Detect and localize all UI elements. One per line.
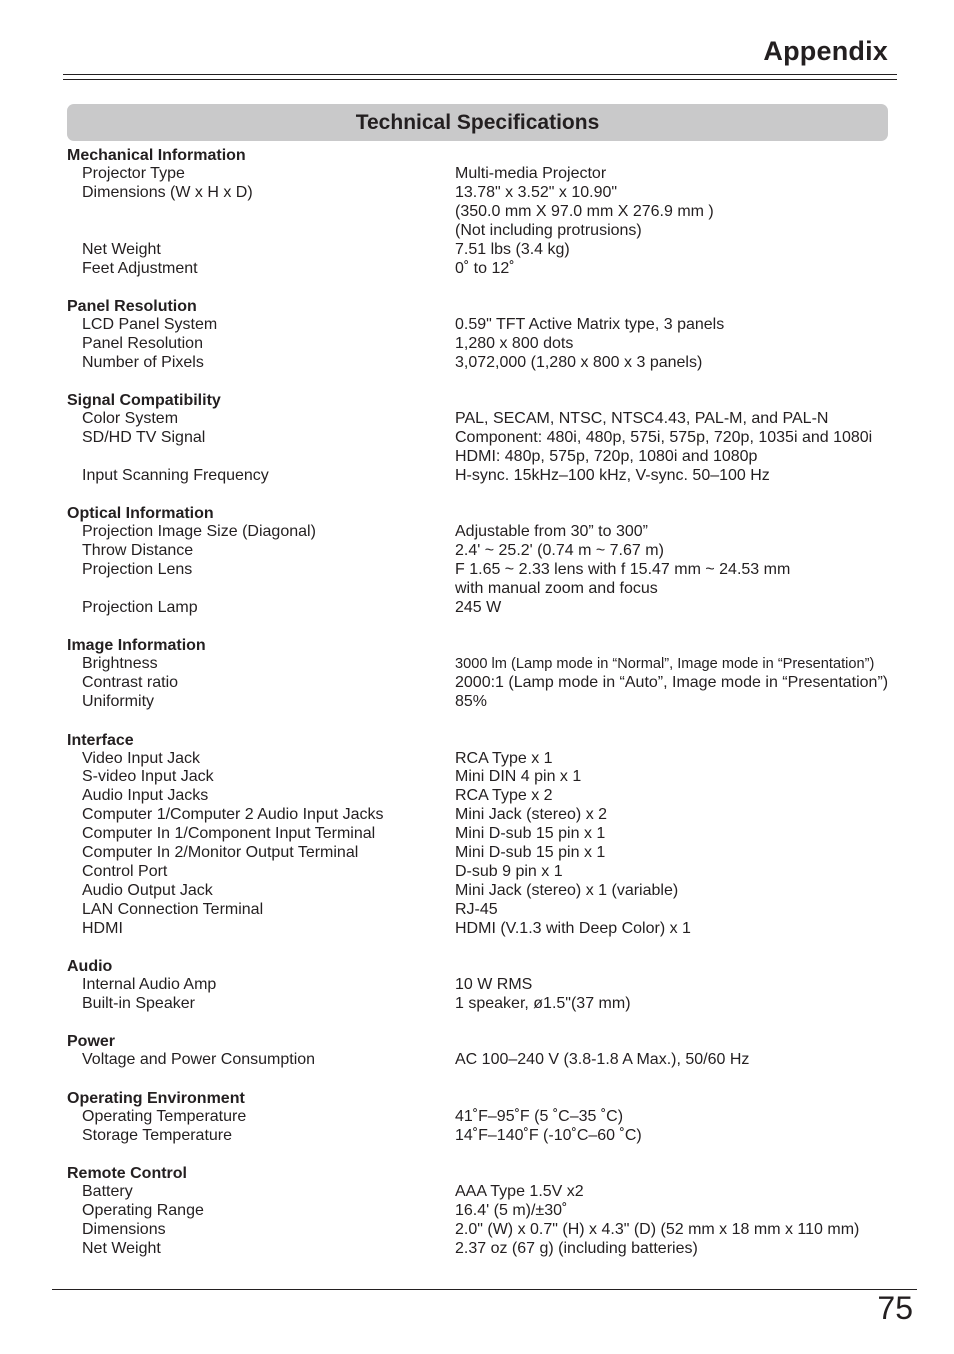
spec-label: Projection Image Size (Diagonal): [82, 523, 316, 541]
spec-value: HDMI (V.1.3 with Deep Color) x 1: [455, 919, 691, 937]
spec-label: Dimensions (W x H x D): [82, 183, 253, 201]
spec-label: LAN Connection Terminal: [82, 900, 264, 918]
spec-values: [455, 429, 907, 467]
section-banner: [67, 104, 888, 141]
spec-values: [455, 335, 907, 354]
spec-value: 0.59" TFT Active Matrix type, 3 panels: [455, 315, 725, 333]
spec-values: [455, 1127, 907, 1146]
spec-value: RJ-45: [455, 900, 498, 918]
spec-group-title: Optical Information: [67, 505, 214, 523]
spec-label: Video Input Jack: [82, 749, 201, 767]
spec-value: Multi-media Projector: [455, 165, 607, 182]
spec-row: [67, 599, 907, 618]
page-number: 75: [877, 1290, 913, 1326]
spec-group: [67, 636, 907, 712]
spec-values: [455, 844, 907, 863]
header-rule-bottom: [63, 79, 897, 80]
spec-values: [455, 863, 907, 882]
spec-values: [455, 542, 907, 561]
spec-row: [67, 674, 907, 693]
spec-group-title: Remote Control: [67, 1165, 187, 1183]
spec-value: H-sync. 15kHz–100 kHz, V-sync. 50–100 Hz: [455, 466, 770, 484]
spec-values: [455, 655, 907, 674]
spec-row: [67, 523, 907, 542]
spec-row: [67, 750, 907, 769]
spec-label: LCD Panel System: [82, 315, 218, 333]
spec-row: [67, 882, 907, 901]
spec-label: Audio Output Jack: [82, 881, 213, 899]
spec-row: [67, 920, 907, 939]
spec-value: HDMI: 480p, 575p, 720p, 1080i and 1080p: [455, 447, 758, 465]
spec-row: [67, 467, 907, 486]
spec-values: [455, 768, 907, 787]
spec-value: 3000 lm (Lamp mode in “Normal”, Image mode in “Presentation”): [455, 656, 875, 673]
spec-label: Net Weight: [82, 240, 161, 258]
spec-label: Number of Pixels: [82, 353, 204, 371]
spec-row: [67, 995, 907, 1014]
spec-values: [455, 1221, 907, 1240]
footer-rule: [52, 1289, 917, 1290]
spec-values: [455, 523, 907, 542]
spec-label: Projector Type: [82, 165, 185, 182]
spec-values: [455, 787, 907, 806]
spec-label: Feet Adjustment: [82, 259, 198, 277]
spec-label: Voltage and Power Consumption: [82, 1051, 316, 1069]
spec-row: [67, 976, 907, 995]
spec-row: [67, 787, 907, 806]
spec-value: D-sub 9 pin x 1: [455, 862, 563, 880]
spec-list: [67, 146, 907, 1277]
spec-values: [455, 750, 907, 769]
spec-label: Storage Temperature: [82, 1126, 233, 1144]
spec-values: [455, 920, 907, 939]
spec-values: [455, 806, 907, 825]
spec-value: 2.0" (W) x 0.7" (H) x 4.3" (D) (52 mm x 18 mm x 110 mm): [455, 1220, 860, 1238]
spec-label: Computer 1/Computer 2 Audio Input Jacks: [82, 806, 384, 824]
spec-value: 85%: [455, 693, 488, 711]
spec-values: [455, 1108, 907, 1127]
spec-label: SD/HD TV Signal: [82, 429, 206, 447]
spec-value: 1,280 x 800 dots: [455, 334, 574, 352]
spec-group: [67, 957, 907, 1014]
spec-value: 2.37 oz (67 g) (including batteries): [455, 1239, 698, 1257]
spec-group: [67, 1164, 907, 1259]
spec-values: [455, 882, 907, 901]
spec-values: [455, 901, 907, 920]
spec-row: [67, 901, 907, 920]
spec-label: Throw Distance: [82, 542, 194, 560]
spec-value: F 1.65 ~ 2.33 lens with f 15.47 mm ~ 24.53 mm: [455, 561, 791, 579]
spec-value: Mini D-sub 15 pin x 1: [455, 825, 606, 843]
spec-value: 1 speaker, ø1.5"(37 mm): [455, 995, 631, 1012]
spec-value: 3,072,000 (1,280 x 800 x 3 panels): [455, 353, 703, 371]
spec-row: [67, 335, 907, 354]
spec-group-title: Operating Environment: [67, 1089, 245, 1107]
spec-row: [67, 1202, 907, 1221]
spec-row: [67, 863, 907, 882]
spec-values: [455, 1240, 907, 1259]
spec-values: [455, 1202, 907, 1221]
spec-values: [455, 1183, 907, 1202]
spec-label: Built-in Speaker: [82, 995, 195, 1012]
spec-label: S-video Input Jack: [82, 768, 214, 786]
spec-label: Operating Temperature: [82, 1107, 247, 1125]
spec-values: [455, 354, 907, 373]
spec-value: AAA Type 1.5V x2: [455, 1183, 584, 1201]
spec-values: [455, 410, 907, 429]
spec-value: PAL, SECAM, NTSC, NTSC4.43, PAL-M, and PAL-N: [455, 410, 829, 428]
spec-value: 7.51 lbs (3.4 kg): [455, 240, 570, 258]
spec-row: [67, 429, 907, 467]
spec-row: [67, 844, 907, 863]
spec-row: [67, 354, 907, 373]
spec-group: [67, 504, 907, 618]
spec-group: [67, 297, 907, 373]
spec-values: [455, 260, 907, 279]
spec-value: 2.4' ~ 25.2' (0.74 m ~ 7.67 m): [455, 542, 664, 560]
spec-row: [67, 1240, 907, 1259]
spec-row: [67, 561, 907, 599]
spec-value: Mini DIN 4 pin x 1: [455, 768, 582, 786]
spec-value: RCA Type x 1: [455, 749, 553, 767]
spec-group-title: Interface: [67, 731, 134, 749]
spec-value: 13.78" x 3.52" x 10.90": [455, 183, 618, 201]
spec-group-title: Panel Resolution: [67, 297, 197, 315]
spec-row: [67, 542, 907, 561]
spec-group: [67, 1032, 907, 1070]
spec-values: [455, 1051, 907, 1070]
spec-group: [67, 391, 907, 486]
spec-label: Projection Lamp: [82, 598, 198, 616]
spec-row: [67, 1221, 907, 1240]
spec-label: Internal Audio Amp: [82, 976, 217, 994]
spec-value: Mini D-sub 15 pin x 1: [455, 844, 606, 862]
spec-value: Mini Jack (stereo) x 2: [455, 806, 608, 824]
spec-values: [455, 467, 907, 486]
spec-row: [67, 184, 907, 241]
spec-row: [67, 693, 907, 712]
spec-value: 0˚ to 12˚: [455, 259, 515, 277]
spec-values: [455, 976, 907, 995]
spec-values: [455, 599, 907, 618]
spec-value: 41˚F–95˚F (5 ˚C–35 ˚C): [455, 1107, 624, 1125]
spec-row: [67, 825, 907, 844]
spec-label: Dimensions: [82, 1220, 166, 1238]
spec-row: [67, 1051, 907, 1070]
spec-row: [67, 1127, 907, 1146]
spec-values: [455, 184, 907, 241]
spec-row: [67, 165, 907, 184]
spec-values: [455, 241, 907, 260]
spec-row: [67, 806, 907, 825]
spec-label: Projection Lens: [82, 561, 193, 579]
spec-values: [455, 316, 907, 335]
spec-label: Audio Input Jacks: [82, 787, 209, 805]
spec-row: [67, 768, 907, 787]
page-title: Appendix: [763, 36, 888, 66]
header-rule-top: [63, 74, 897, 75]
spec-group-title: Mechanical Information: [67, 147, 246, 164]
spec-value: RCA Type x 2: [455, 787, 553, 805]
spec-group-title: Image Information: [67, 637, 206, 655]
spec-value: Component: 480i, 480p, 575i, 575p, 720p, 1035i and 1080i: [455, 429, 873, 447]
spec-values: [455, 693, 907, 712]
spec-row: [67, 260, 907, 279]
spec-label: Computer In 1/Component Input Terminal: [82, 825, 376, 843]
spec-group-title: Signal Compatibility: [67, 392, 221, 410]
spec-value: with manual zoom and focus: [455, 580, 658, 597]
spec-label: Brightness: [82, 655, 158, 673]
spec-label: Uniformity: [82, 693, 155, 711]
spec-value: Adjustable from 30” to 300”: [455, 523, 648, 541]
spec-label: Computer In 2/Monitor Output Terminal: [82, 844, 359, 862]
spec-label: Battery: [82, 1183, 133, 1201]
spec-label: Net Weight: [82, 1239, 161, 1257]
spec-label: Panel Resolution: [82, 334, 203, 352]
spec-values: [455, 561, 907, 599]
spec-value: Mini Jack (stereo) x 1 (variable): [455, 881, 679, 899]
spec-value: 14˚F–140˚F (-10˚C–60 ˚C): [455, 1126, 642, 1144]
spec-label: Control Port: [82, 862, 168, 880]
spec-row: [67, 410, 907, 429]
spec-label: Color System: [82, 410, 179, 428]
spec-row: [67, 1108, 907, 1127]
spec-row: [67, 655, 907, 674]
spec-group-title: Audio: [67, 958, 113, 976]
spec-label: Operating Range: [82, 1202, 204, 1220]
spec-values: [455, 674, 907, 693]
section-title: Technical Specifications: [355, 110, 600, 134]
spec-values: [455, 995, 907, 1014]
spec-label: Contrast ratio: [82, 674, 179, 692]
spec-value: 245 W: [455, 598, 502, 616]
spec-value: AC 100–240 V (3.8-1.8 A Max.), 50/60 Hz: [455, 1051, 750, 1069]
spec-row: [67, 1183, 907, 1202]
spec-group: [67, 146, 907, 278]
spec-value: 10 W RMS: [455, 976, 533, 994]
spec-value: 2000:1 (Lamp mode in “Auto”, Image mode in “Presentation”): [455, 674, 889, 692]
spec-values: [455, 825, 907, 844]
spec-label: Input Scanning Frequency: [82, 466, 269, 484]
spec-value: (350.0 mm X 97.0 mm X 276.9 mm ): [455, 202, 714, 220]
spec-group: [67, 1089, 907, 1146]
spec-group-title: Power: [67, 1033, 116, 1051]
spec-value: (Not including protrusions): [455, 221, 642, 239]
spec-row: [67, 316, 907, 335]
spec-value: 16.4' (5 m)/±30˚: [455, 1202, 568, 1220]
spec-values: [455, 165, 907, 184]
spec-group: [67, 731, 907, 939]
spec-row: [67, 241, 907, 260]
spec-label: HDMI: [82, 919, 123, 937]
